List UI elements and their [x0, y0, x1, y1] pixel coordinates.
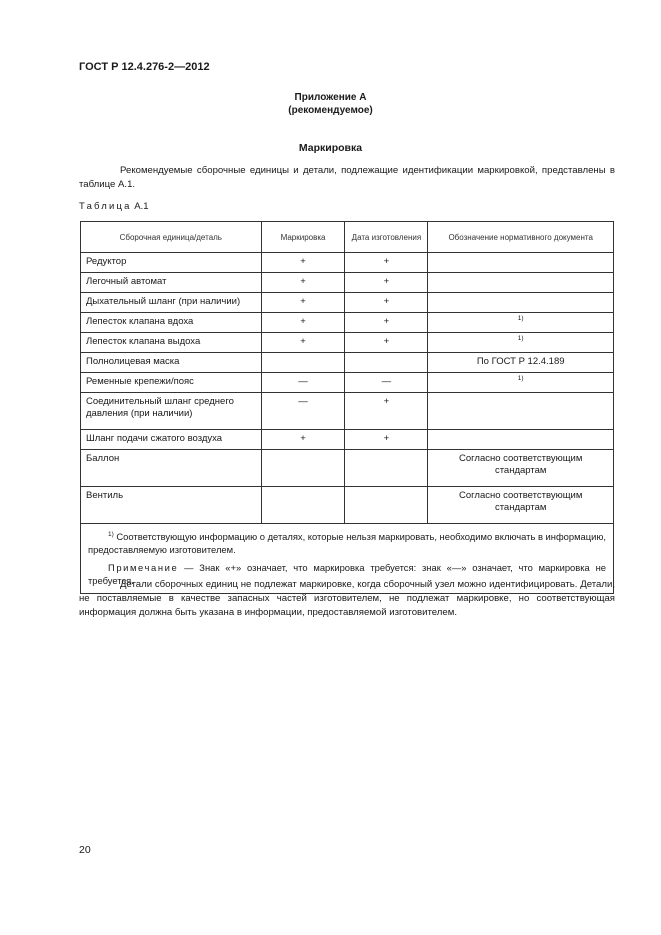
- cell-item: [81, 430, 262, 450]
- table-row: [81, 273, 614, 293]
- cell-document-footnote-mark: 1): [517, 335, 524, 342]
- table-caption-label: Таблица: [79, 201, 132, 212]
- cell-document-text: Согласно соответствующим стандартам: [459, 453, 583, 476]
- section-title: Маркировка: [298, 142, 363, 154]
- table-row: [81, 373, 614, 393]
- cell-marking: [261, 313, 345, 333]
- cell-date: [345, 430, 428, 450]
- cell-marking: [261, 430, 345, 450]
- footnote: [88, 530, 606, 556]
- table-caption-number: А.1: [134, 201, 149, 212]
- cell-document: [428, 373, 614, 393]
- table-row: [81, 293, 614, 313]
- cell-marking: [261, 293, 345, 313]
- cell-date: [345, 373, 428, 393]
- cell-date-text: +: [383, 296, 390, 307]
- cell-date: [345, 293, 428, 313]
- cell-item-text: Шланг подачи сжатого воздуха: [86, 433, 223, 444]
- note-text: — Знак «+» означает, что маркировка требуется: знак «—» означает, что маркировка не требуется.: [88, 562, 606, 586]
- column-header-date: Дата изготовления: [345, 222, 428, 253]
- marking-table: [80, 221, 614, 594]
- cell-document-footnote-mark: 1): [517, 315, 524, 322]
- intro-paragraph: Рекомендуемые сборочные единицы и детали, подлежащие идентификации маркировкой, представлены в таблице А.1.: [79, 165, 615, 190]
- annex-heading: [0, 91, 661, 117]
- cell-document: [428, 313, 614, 333]
- cell-item-text: Баллон: [86, 453, 120, 464]
- cell-marking: [261, 333, 345, 353]
- cell-item: [81, 450, 262, 487]
- document-header: ГОСТ Р 12.4.276-2—2012: [79, 61, 210, 73]
- cell-document: [428, 333, 614, 353]
- cell-marking: [261, 253, 345, 273]
- cell-document: [428, 253, 614, 273]
- cell-marking: [261, 393, 345, 430]
- cell-item: [81, 293, 262, 313]
- annex-title: Приложение А: [294, 92, 367, 103]
- cell-marking: [261, 487, 345, 524]
- cell-date-text: +: [383, 336, 390, 347]
- cell-item: [81, 393, 262, 430]
- cell-item: [81, 333, 262, 353]
- cell-document: [428, 393, 614, 430]
- footnote-text: Соответствующую информацию о деталях, которые нельзя маркировать, необходимо включать в информацию, предоставляемую изготовителем.: [88, 531, 607, 555]
- cell-marking-text: +: [300, 256, 306, 267]
- cell-item-text: Полнолицевая маска: [86, 356, 180, 367]
- cell-date: [345, 313, 428, 333]
- cell-item: [81, 253, 262, 273]
- cell-item-text: Соединительный шланг среднего давления (при наличии): [86, 396, 234, 419]
- table-row: [81, 430, 614, 450]
- cell-document: [428, 487, 614, 524]
- cell-date-text: +: [383, 316, 390, 327]
- footnote-mark: 1): [108, 531, 114, 538]
- note-label: Примечание: [108, 562, 179, 573]
- table-row: [81, 487, 614, 524]
- cell-item-text: Вентиль: [86, 490, 124, 501]
- cell-item-text: Дыхательный шланг (при наличии): [86, 296, 241, 307]
- cell-marking-text: +: [300, 316, 306, 327]
- cell-date: [345, 487, 428, 524]
- cell-date: [345, 333, 428, 353]
- cell-date-text: +: [383, 256, 390, 267]
- cell-item: [81, 353, 262, 373]
- cell-item-text: Легочный автомат: [86, 276, 167, 287]
- cell-document-text: По ГОСТ Р 12.4.189: [476, 356, 565, 367]
- table-caption: [79, 201, 149, 212]
- cell-document: [428, 353, 614, 373]
- column-header-document: Обозначение нормативного документа: [428, 222, 614, 253]
- cell-marking-text: +: [300, 433, 306, 444]
- cell-date: [345, 450, 428, 487]
- cell-document: [428, 273, 614, 293]
- cell-document-text: Согласно соответствующим стандартам: [459, 490, 583, 513]
- table-row: [81, 333, 614, 353]
- table-row: [81, 253, 614, 273]
- cell-marking-text: —: [298, 376, 308, 387]
- cell-item: [81, 373, 262, 393]
- cell-item: [81, 313, 262, 333]
- cell-marking: [261, 450, 345, 487]
- cell-item-text: Лепесток клапана выдоха: [86, 336, 201, 347]
- cell-date-text: +: [383, 433, 390, 444]
- column-header-marking: Маркировка: [261, 222, 345, 253]
- cell-date-text: +: [383, 396, 390, 407]
- cell-marking: [261, 373, 345, 393]
- cell-date: [345, 353, 428, 373]
- cell-document: [428, 293, 614, 313]
- cell-date-text: +: [383, 276, 390, 287]
- page-number: 20: [79, 844, 91, 856]
- cell-marking-text: +: [300, 276, 306, 287]
- table-row: [81, 353, 614, 373]
- cell-marking: [261, 353, 345, 373]
- cell-date: [345, 273, 428, 293]
- closing-paragraph: Детали сборочных единиц не подлежат маркировке, когда сборочный узел можно идентифицировать. Детали, не поставляемые в качестве запасных частей изготовителем, не подлежат маркировке, но соответствующая информация должна быть указана в информации, предоставляемой изготовителем.: [79, 579, 615, 618]
- cell-item-text: Лепесток клапана вдоха: [86, 316, 194, 327]
- table-header-row: [81, 222, 614, 253]
- table-row: [81, 450, 614, 487]
- cell-item: [81, 487, 262, 524]
- cell-item: [81, 273, 262, 293]
- cell-date-text: —: [381, 376, 392, 387]
- table-body: [81, 253, 614, 524]
- cell-marking-text: +: [300, 296, 306, 307]
- cell-marking-text: —: [298, 396, 308, 407]
- cell-document: [428, 450, 614, 487]
- table-row: [81, 313, 614, 333]
- cell-date: [345, 253, 428, 273]
- cell-item-text: Ременные крепежи/пояс: [86, 376, 194, 387]
- table-row: [81, 393, 614, 430]
- annex-status: (рекомендуемое): [288, 105, 373, 116]
- cell-marking-text: +: [300, 336, 306, 347]
- cell-document: [428, 430, 614, 450]
- cell-marking: [261, 273, 345, 293]
- column-header-item: Сборочная единица/деталь: [81, 222, 262, 253]
- cell-item-text: Редуктор: [86, 256, 127, 267]
- cell-document-footnote-mark: 1): [517, 375, 524, 382]
- cell-date: [345, 393, 428, 430]
